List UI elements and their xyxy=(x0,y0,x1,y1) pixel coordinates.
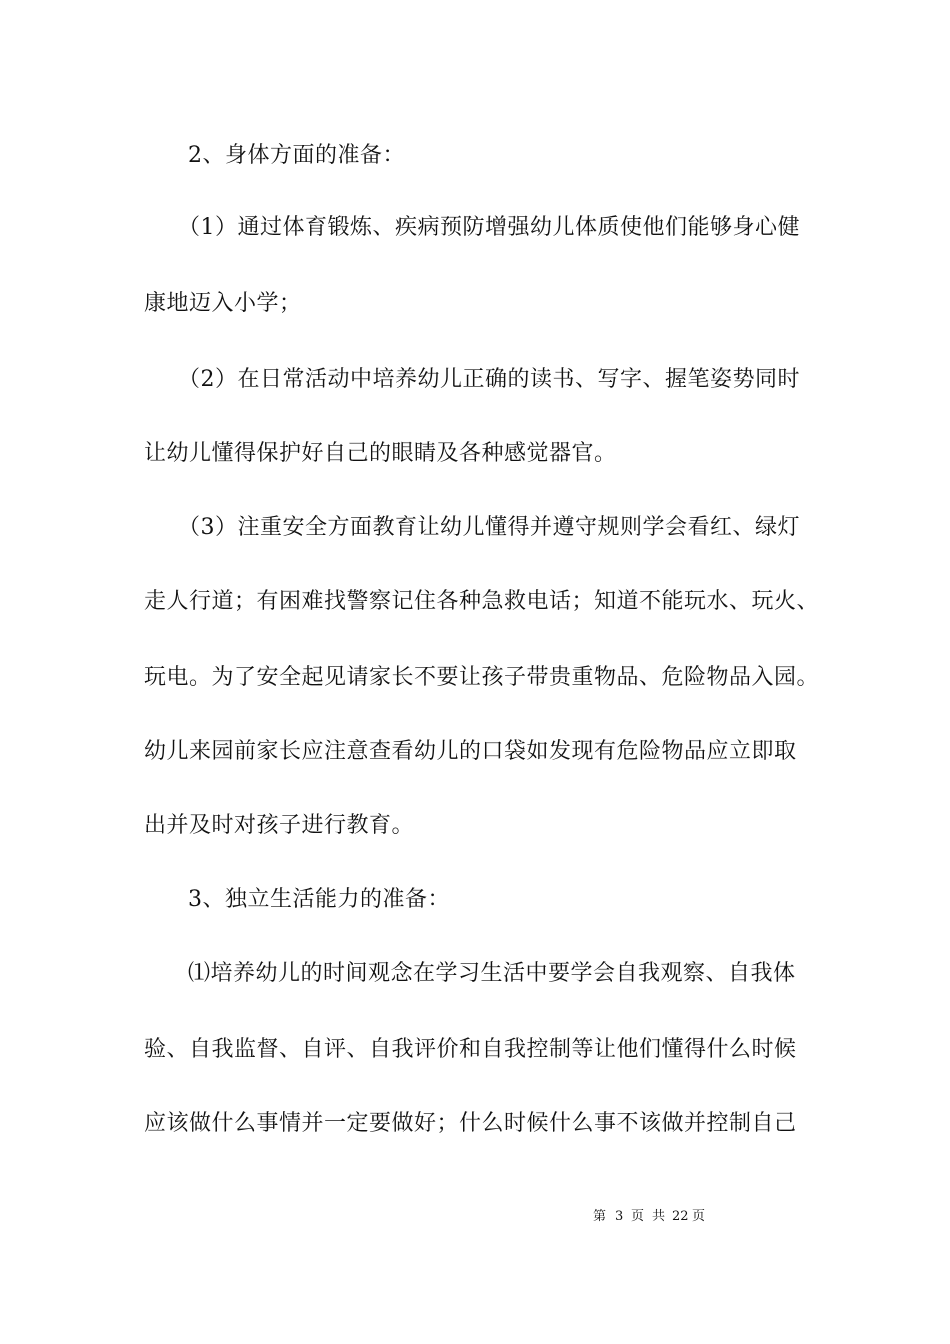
paragraph-line: （1）通过体育锻炼、疾病预防增强幼儿体质使他们能够身心健 xyxy=(178,215,800,240)
paragraph-line: （2）在日常活动中培养幼儿正确的读书、写字、握笔姿势同时 xyxy=(178,367,800,392)
paragraph-line: ⑴培养幼儿的时间观念在学习生活中要学会自我观察、自我体 xyxy=(188,961,796,986)
section-heading-independence: 3、独立生活能力的准备： xyxy=(188,887,450,912)
paragraph-line: （3）注重安全方面教育让幼儿懂得并遵守规则学会看红、绿灯 xyxy=(178,515,800,540)
paragraph-line: 走人行道；有困难找警察记住各种急救电话；知道不能玩水、玩火、 xyxy=(144,589,820,614)
paragraph-line: 玩电。为了安全起见请家长不要让孩子带贵重物品、危险物品入园。 xyxy=(144,665,820,690)
paragraph-line: 康地迈入小学； xyxy=(144,291,302,316)
footer-total-pages: 22 xyxy=(672,1209,689,1224)
paragraph-line: 幼儿来园前家长应注意查看幼儿的口袋如发现有危险物品应立即取 xyxy=(144,739,797,764)
footer-label-di: 第 xyxy=(593,1209,607,1224)
footer-label-gong: 共 xyxy=(652,1209,666,1224)
footer-label-ye: 页 xyxy=(631,1209,645,1224)
section-heading-physical: 2、身体方面的准备： xyxy=(188,143,405,168)
footer-current-page: 3 xyxy=(615,1209,624,1224)
paragraph-line: 让幼儿懂得保护好自己的眼睛及各种感觉器官。 xyxy=(144,441,617,466)
paragraph-line: 出并及时对孩子进行教育。 xyxy=(144,813,415,838)
paragraph-line: 验、自我监督、自评、自我评价和自我控制等让他们懂得什么时候 xyxy=(144,1037,797,1062)
paragraph-line: 应该做什么事情并一定要做好；什么时候什么事不该做并控制自己 xyxy=(144,1111,797,1136)
footer-label-ye: 页 xyxy=(692,1209,706,1224)
